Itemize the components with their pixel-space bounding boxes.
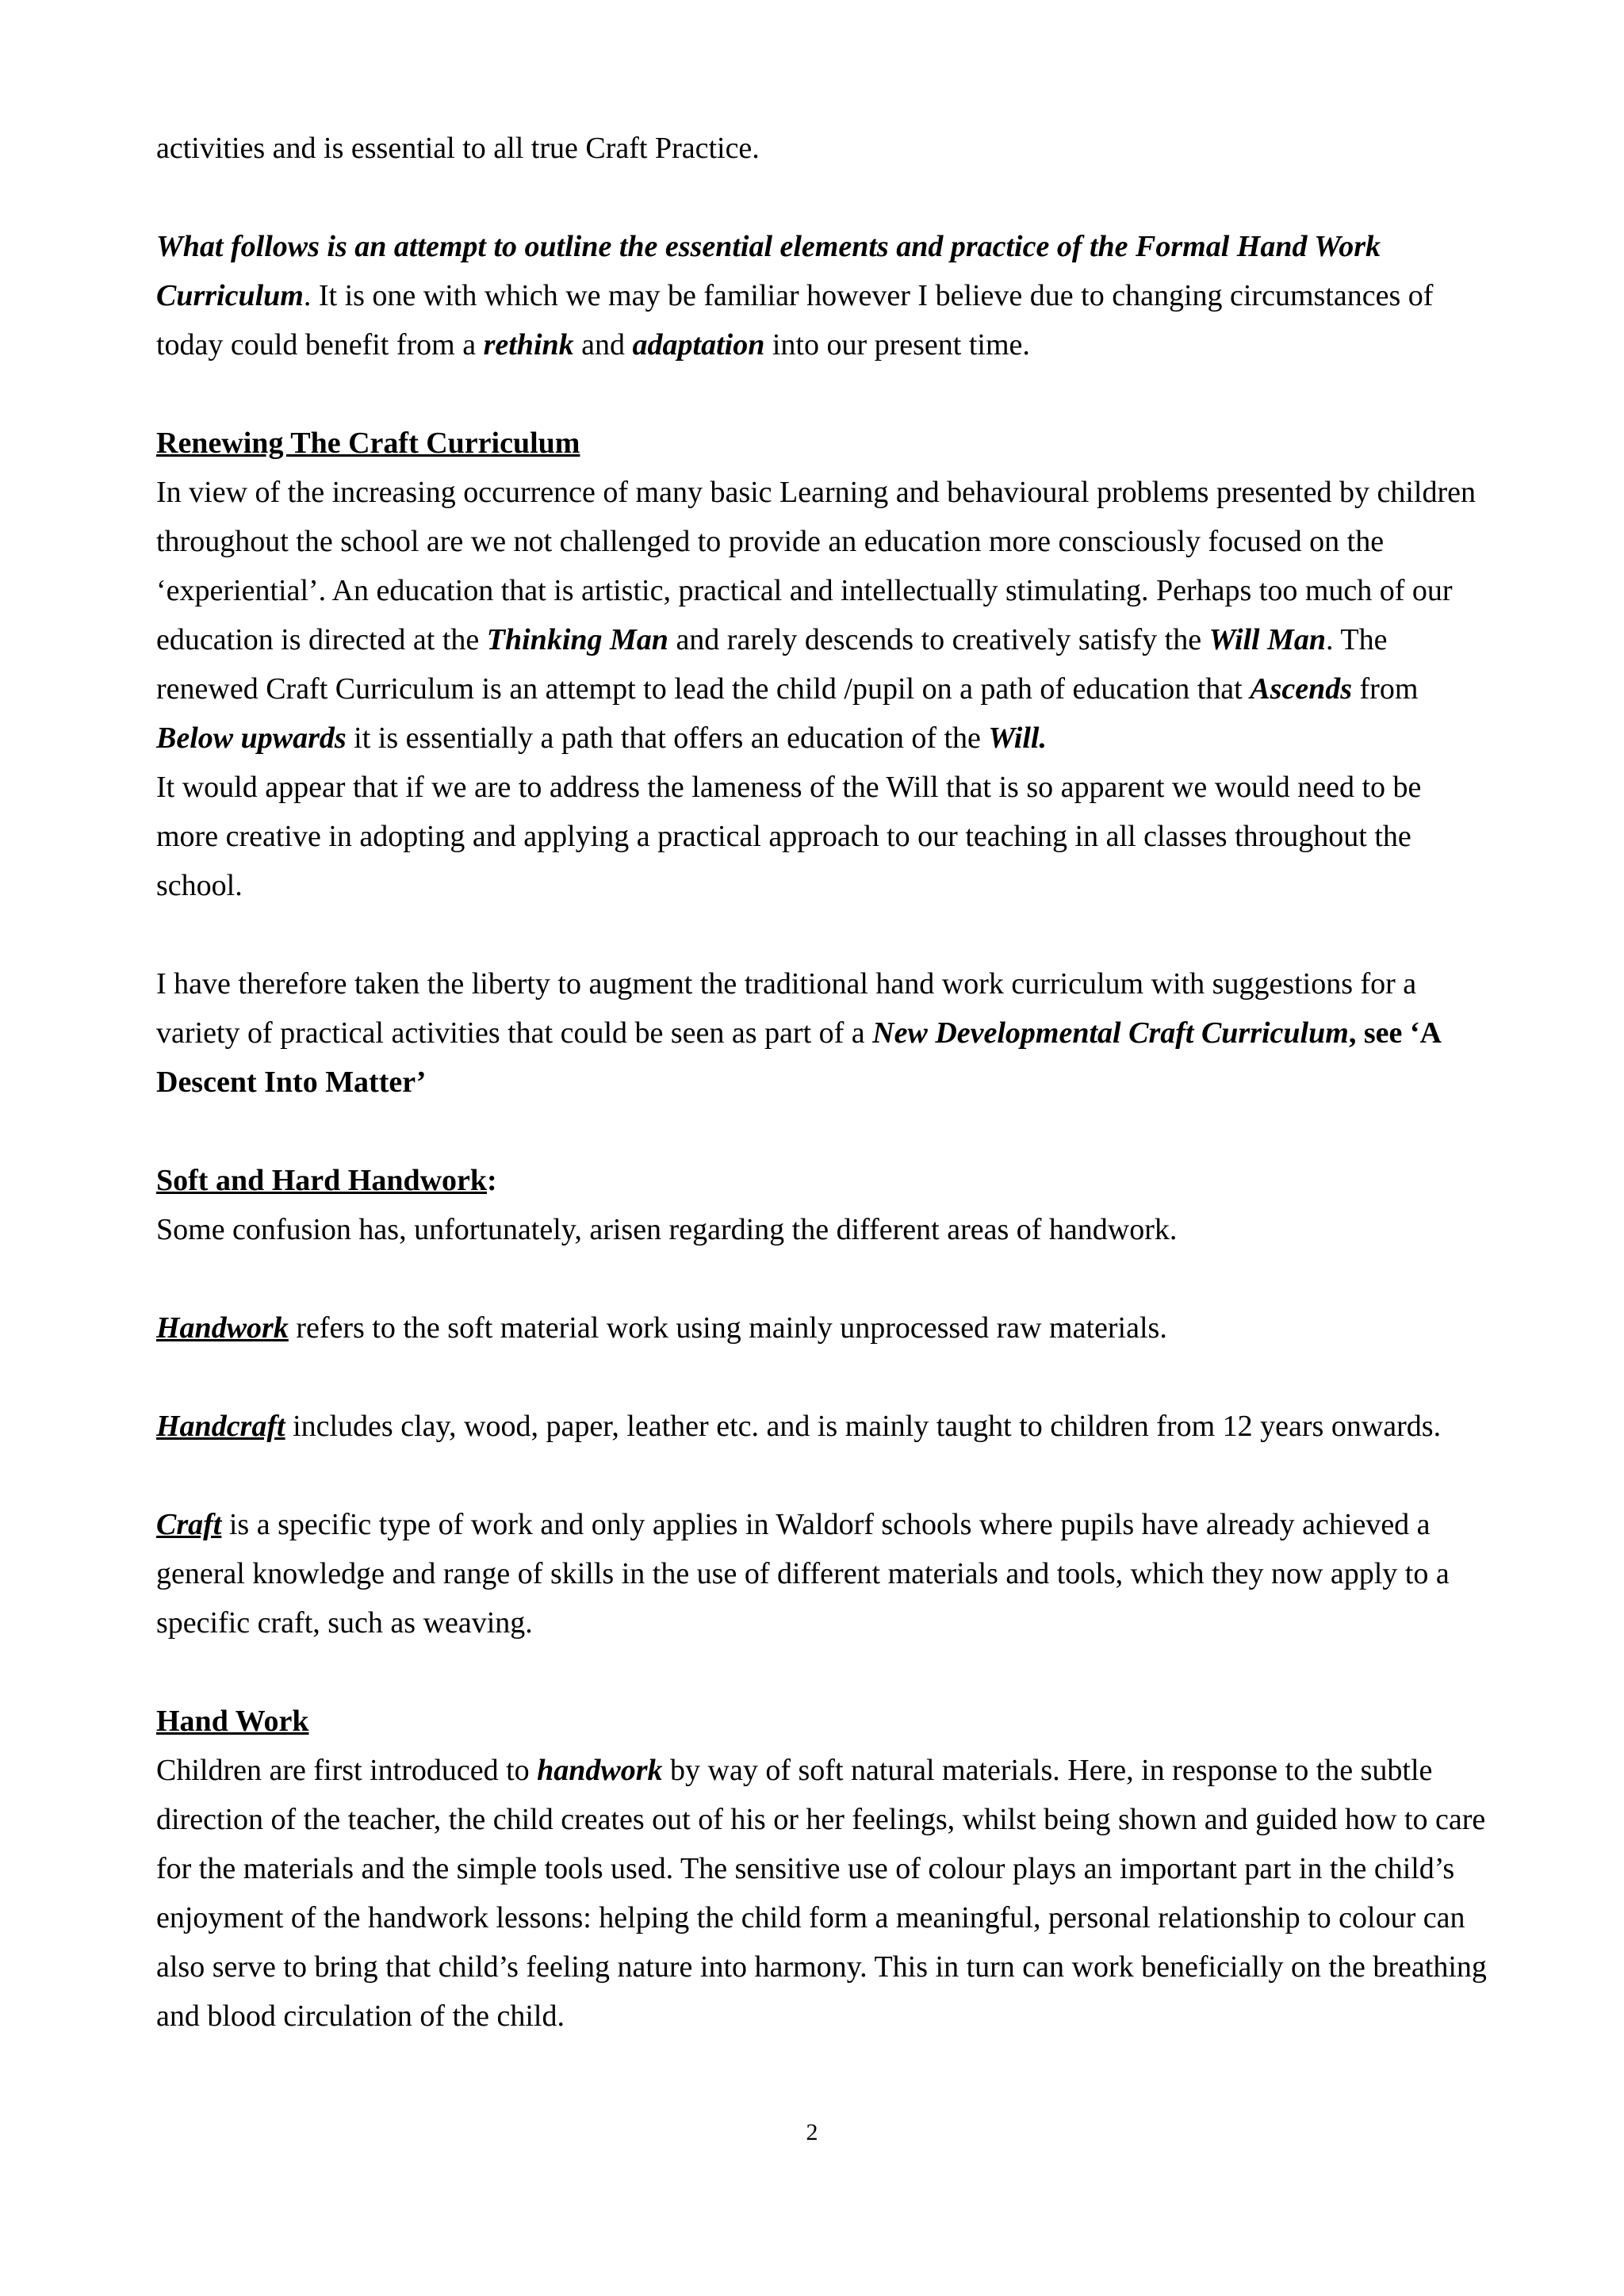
renewing-paragraph: [156, 468, 1488, 763]
will-man-emphasis: Will Man: [1208, 623, 1327, 656]
handwork-emphasis: handwork: [537, 1754, 663, 1787]
spacer: [156, 1254, 1488, 1303]
softhard-heading: Soft and Hard Handwork: [156, 1164, 488, 1197]
spacer: [156, 1451, 1488, 1500]
craft-term: Craft: [156, 1508, 222, 1541]
augment-paragraph: [156, 959, 1488, 1107]
renewing-heading: Renewing The Craft Curriculum: [156, 427, 580, 460]
descent-reference: , see ‘A Descent Into Matter’: [156, 1016, 1440, 1099]
new-developmental-emphasis: New Developmental Craft Curriculum: [872, 1016, 1349, 1050]
renewing-text-3: . The renewed Craft Curriculum is an attempt to lead the child /pupil on a path of education that: [156, 623, 1388, 706]
softhard-text: Some confusion has, unfortunately, arisen regarding the different areas of handwork.: [156, 1213, 1178, 1246]
formal-text: . It is one with which we may be familiar however I believe due to changing circumstances of today could benefit from a: [156, 279, 1434, 362]
renewing-text-2: and rarely descends to creatively satisfy the: [668, 623, 1209, 656]
spacer: [156, 369, 1488, 419]
spacer: [156, 1647, 1488, 1697]
handcraft-definition: [156, 1402, 1488, 1451]
hand-work-text-2: by way of soft natural materials. Here, in response to the subtle direction of the teacher, the child creates out of his or her feelings, whilst being shown and guided how to care for the materials and the simple tools used. The sensitive use of colour plays an important part in the child’s enjoyment of the handwork lessons: helping the child form a meaningful, personal relationship to colour can also serve to bring that child’s feeling nature into harmony. This in turn can work beneficially on the breathing and blood circulation of the child.: [156, 1754, 1487, 2033]
lameness-text: It would appear that if we are to address the lameness of the Will that is so apparent we would need to be more creative in adopting and applying a practical approach to our teaching in all classes throughout the school.: [156, 771, 1422, 902]
formal-and: and: [573, 328, 633, 362]
below-upwards-emphasis: Below upwards: [156, 721, 347, 755]
hand-work-paragraph: [156, 1746, 1488, 2041]
handwork-definition-text: refers to the soft material work using mainly unprocessed raw materials.: [288, 1311, 1167, 1345]
softhard-colon: :: [487, 1164, 497, 1197]
thinking-man-emphasis: Thinking Man: [486, 623, 668, 656]
ascends-emphasis: Ascends: [1250, 672, 1353, 706]
intro-paragraph: [156, 124, 1488, 173]
softhard-heading-line: [156, 1156, 1488, 1205]
renewing-text-4: from: [1352, 672, 1419, 706]
hand-work-text-1: Children are first introduced to: [156, 1754, 538, 1787]
adaptation-emphasis: adaptation: [632, 328, 765, 362]
lameness-paragraph: [156, 763, 1488, 910]
augment-text: I have therefore taken the liberty to augment the traditional hand work curriculum with suggestions for a variety of practical activities that could be seen as part of a: [156, 967, 1417, 1050]
renewing-text-1: In view of the increasing occurrence of many basic Learning and behavioural problems presented by children throughout the school are we not challenged to provide an education more consciously focused on the ‘experiential’. An education that is artistic, practical and intellectually stimulating. Perhaps too much of our education is directed at the: [156, 476, 1476, 656]
handcraft-term: Handcraft: [156, 1410, 285, 1443]
spacer: [156, 910, 1488, 959]
softhard-paragraph: [156, 1205, 1488, 1254]
spacer: [156, 173, 1488, 222]
handwork-definition: [156, 1303, 1488, 1353]
formal-lead-text: What follows is an attempt to outline the essential elements and practice of the Formal Hand Work Curriculum: [156, 230, 1381, 312]
rethink-emphasis: rethink: [483, 328, 574, 362]
hand-work-heading: Hand Work: [156, 1705, 309, 1738]
renewing-text-5: it is essentially a path that offers an education of the: [346, 721, 989, 755]
renewing-heading-line: [156, 419, 1488, 468]
spacer: [156, 1107, 1488, 1156]
document-page: [156, 124, 1488, 2041]
handcraft-definition-text: includes clay, wood, paper, leather etc. and is mainly taught to children from 12 years onwards.: [285, 1410, 1442, 1443]
page-number: 2: [806, 2119, 818, 2145]
formal-paragraph: [156, 222, 1488, 369]
intro-text: activities and is essential to all true Craft Practice.: [156, 132, 760, 165]
formal-tail: into our present time.: [764, 328, 1030, 362]
handwork-term: Handwork: [156, 1311, 289, 1345]
craft-definition: [156, 1500, 1488, 1647]
will-emphasis: Will.: [988, 721, 1047, 755]
spacer: [156, 1353, 1488, 1402]
craft-definition-text: is a specific type of work and only applies in Waldorf schools where pupils have already achieved a general knowledge and range of skills in the use of different materials and tools, which they now apply to a specific craft, such as weaving.: [156, 1508, 1450, 1640]
hand-work-heading-line: [156, 1697, 1488, 1746]
